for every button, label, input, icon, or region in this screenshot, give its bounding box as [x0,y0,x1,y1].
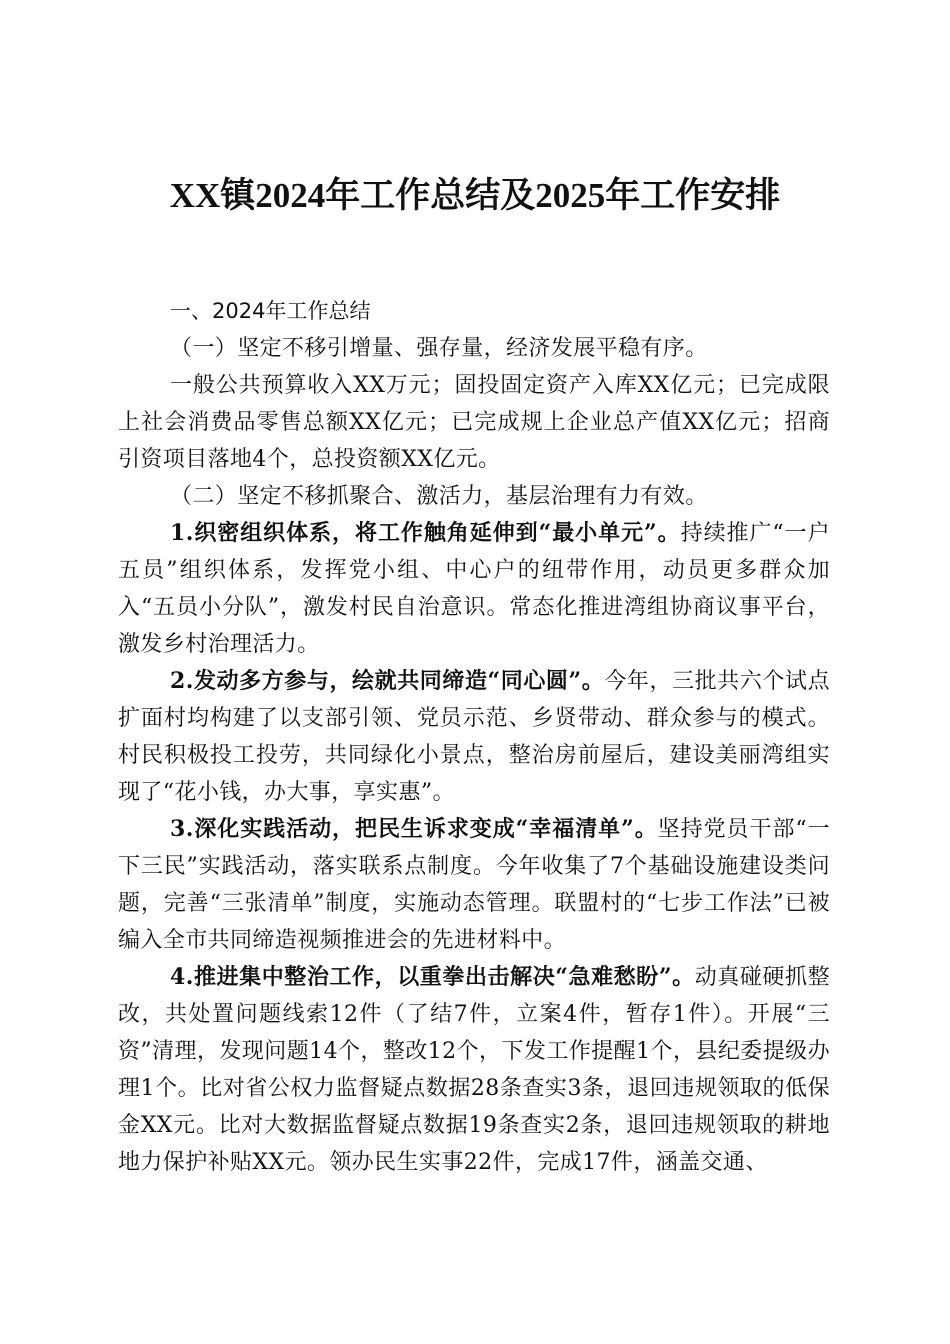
item-lead: 2.发动多方参与，绘就共同缔造“同心圆”。 [170,668,605,694]
subsection-heading-2: （二）坚定不移抓聚合、激活力，基层治理有力有效。 [170,484,708,509]
item-text: 今年，三批共六个试点扩面村均构建了以支部引领、党员示范、乡贤带动、群众参与的模式。村民积极投工投劳，共同绿化小景点，整治房前屋后，建设美丽湾组实现了“花小钱，办大事，享实惠”。 [118,669,830,805]
item-lead: 3.深化实践活动，把民生诉求变成“幸福清单”。 [170,816,658,842]
list-item [118,515,830,663]
list-item [118,959,830,1181]
list-item [118,811,830,959]
document-body [118,293,830,1181]
item-lead: 1.织密组织体系，将工作触角延伸到“最小单元”。 [170,520,681,546]
item-text: 持续推广“一户五员”组织体系，发挥党小组、中心户的纽带作用，动员更多群众加入“五员小分队”，激发村民自治意识。常态化推进湾组协商议事平台，激发乡村治理活力。 [118,521,830,657]
item-lead: 4.推进集中整治工作，以重拳出击解决“急难愁盼”。 [170,964,695,990]
item-text: 坚持党员干部“一下三民”实践活动，落实联系点制度。今年收集了7个基础设施建设类问题，完善“三张清单”制度，实施动态管理。联盟村的“七步工作法”已被编入全市共同缔造视频推进会的先进材料中。 [118,817,830,953]
subsection-heading-1: （一）坚定不移引增量、强存量，经济发展平稳有序。 [170,336,708,361]
section-heading: 一、2024年工作总结 [170,299,371,323]
list-item [118,663,830,811]
paragraph-economy: 一般公共预算收入XX万元；固投固定资产入库XX亿元；已完成限上社会消费品零售总额XX亿元；已完成规上企业总产值XX亿元；招商引资项目落地4个，总投资额XX亿元。 [118,373,830,472]
document-title: XX镇2024年工作总结及2025年工作安排 [169,176,781,215]
item-text: 动真碰硬抓整改，共处置问题线索12件（了结7件，立案4件，暂存1件）。开展“三资”清理，发现问题14个，整改12个，下发工作提醒1个，县纪委提级办理1个。比对省公权力监督疑点数据28条查实3条，退回违规领取的低保金XX元。比对大数据监督疑点数据19条查实2条，退回违规领取的耕地地力保护补贴XX元。领办民生实事22件，完成17件，涵盖交通、 [118,965,831,1175]
